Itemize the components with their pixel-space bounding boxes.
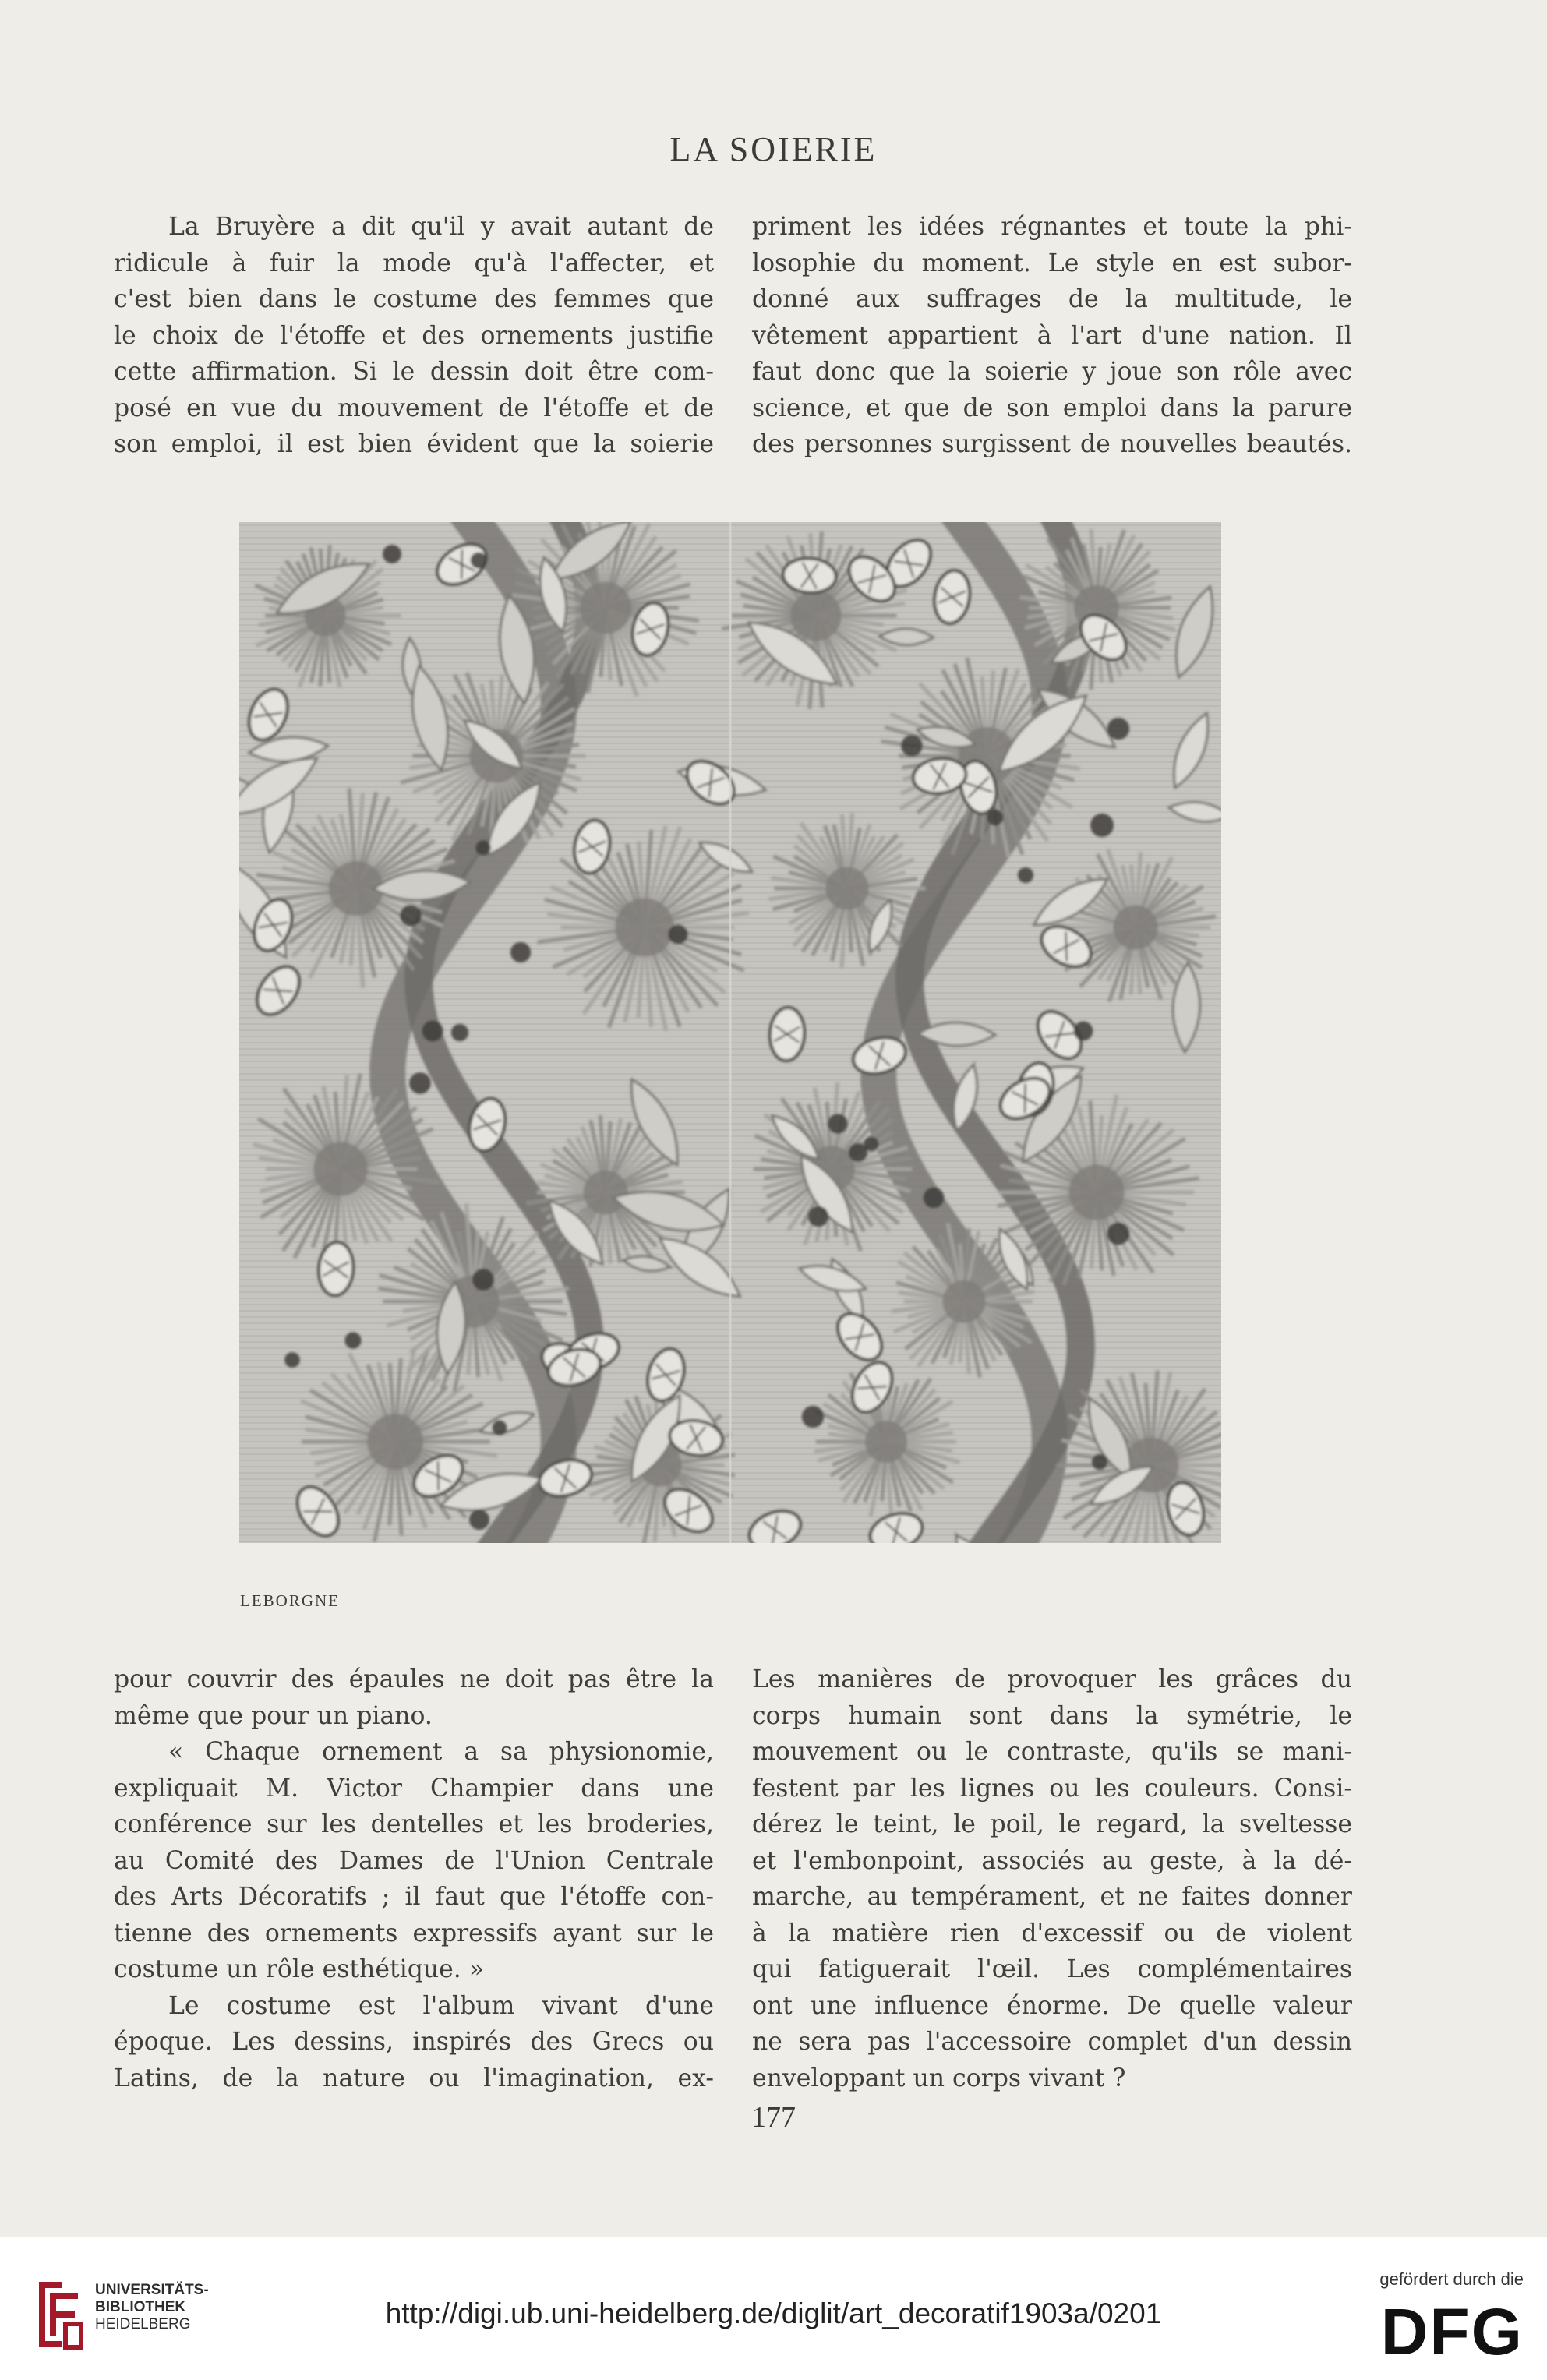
text-line: Le costume est l'album vivant d'une <box>168 1991 714 2020</box>
text-line: des Arts Décoratifs ; il faut que l'étoffe con- <box>114 1883 714 1911</box>
text-line: festent par les lignes ou les couleurs. Consi- <box>752 1774 1352 1803</box>
text-line: à la matière rien d'excessif ou de violent <box>752 1919 1352 1947</box>
text-line: dérez le teint, le poil, le regard, la sveltesse <box>752 1810 1352 1838</box>
library-name-line: BIBLIOTHEK <box>95 2299 186 2315</box>
text-line: science, et que de son emploi dans la parure <box>752 394 1352 422</box>
text-line: et l'embonpoint, associés au geste, à la dé- <box>752 1846 1352 1875</box>
text-line: posé en vue du mouvement de l'étoffe et de <box>114 394 714 422</box>
figure-caption: LEBORGNE <box>240 1591 340 1610</box>
text-line: La Bruyère a dit qu'il y avait autant de <box>168 213 714 241</box>
text-line: donné aux suffrages de la multitude, le <box>752 285 1352 313</box>
text-line: c'est bien dans le costume des femmes que <box>114 285 714 313</box>
text-line: qui fatiguerait l'œil. Les complémentaires <box>752 1955 1352 1983</box>
text-line: priment les idées régnantes et toute la phi- <box>752 213 1352 241</box>
library-name-line: UNIVERSITÄTS- <box>95 2282 209 2298</box>
library-name-line: HEIDELBERG <box>95 2316 191 2332</box>
text-line: Latins, de la nature ou l'imagination, ex- <box>114 2064 714 2092</box>
page-number: 177 <box>751 2101 796 2134</box>
text-line: tienne des ornements expressifs ayant sur le <box>114 1919 714 1947</box>
text-line: expliquait M. Victor Champier dans une <box>114 1774 714 1803</box>
silk-fabric-plate <box>239 522 1221 1543</box>
text-line: « Chaque ornement a sa physionomie, <box>168 1738 714 1766</box>
text-column-bottom-left <box>114 1661 714 2096</box>
text-line: ridicule à fuir la mode qu'à l'affecter, et <box>114 249 714 277</box>
text-line: vêtement appartient à l'art d'une nation. Il <box>752 321 1352 350</box>
text-column-bottom-right <box>752 1661 1352 2096</box>
text-line: ont une influence énorme. De quelle valeur <box>752 1991 1352 2020</box>
text-line: losophie du moment. Le style en est subor- <box>752 249 1352 277</box>
text-line: époque. Les dessins, inspirés des Grecs ou <box>114 2028 714 2056</box>
dfg-logo: DFG <box>1380 2295 1524 2368</box>
text-line: Les manières de provoquer les grâces du <box>752 1665 1352 1693</box>
text-column-top-left <box>114 209 714 463</box>
text-line: pour couvrir des épaules ne doit pas être la <box>114 1665 714 1693</box>
text-line: même que pour un piano. <box>114 1701 433 1730</box>
text-line: conférence sur les dentelles et les broderies, <box>114 1810 714 1838</box>
text-line: corps humain sont dans la symétrie, le <box>752 1701 1352 1730</box>
text-line: au Comité des Dames de l'Union Centrale <box>114 1846 714 1875</box>
source-url-link[interactable]: http://digi.ub.uni-heidelberg.de/diglit/art_decoratif1903a/0201 <box>385 2297 1162 2329</box>
text-line: enveloppant un corps vivant ? <box>752 2064 1126 2092</box>
text-line: faut donc que la soierie y joue son rôle avec <box>752 358 1352 386</box>
text-line: son emploi, il est bien évident que la soierie <box>114 430 714 458</box>
digitization-footer <box>0 2237 1547 2380</box>
text-line: cette affirmation. Si le dessin doit être com- <box>114 358 714 386</box>
text-column-top-right <box>752 209 1352 463</box>
funded-by-label: gefördert durch die <box>1379 2269 1524 2289</box>
text-line: marche, au tempérament, et ne faites donner <box>752 1883 1352 1911</box>
text-line: le choix de l'étoffe et des ornements justifie <box>114 321 714 350</box>
text-line: des personnes surgissent de nouvelles beautés. <box>752 430 1352 458</box>
text-line: mouvement ou le contraste, qu'ils se mani- <box>752 1738 1352 1766</box>
text-line: ne sera pas l'accessoire complet d'un dessin <box>752 2028 1352 2056</box>
page-title: LA SOIERIE <box>669 130 878 168</box>
text-line: costume un rôle esthétique. » <box>114 1955 485 1983</box>
